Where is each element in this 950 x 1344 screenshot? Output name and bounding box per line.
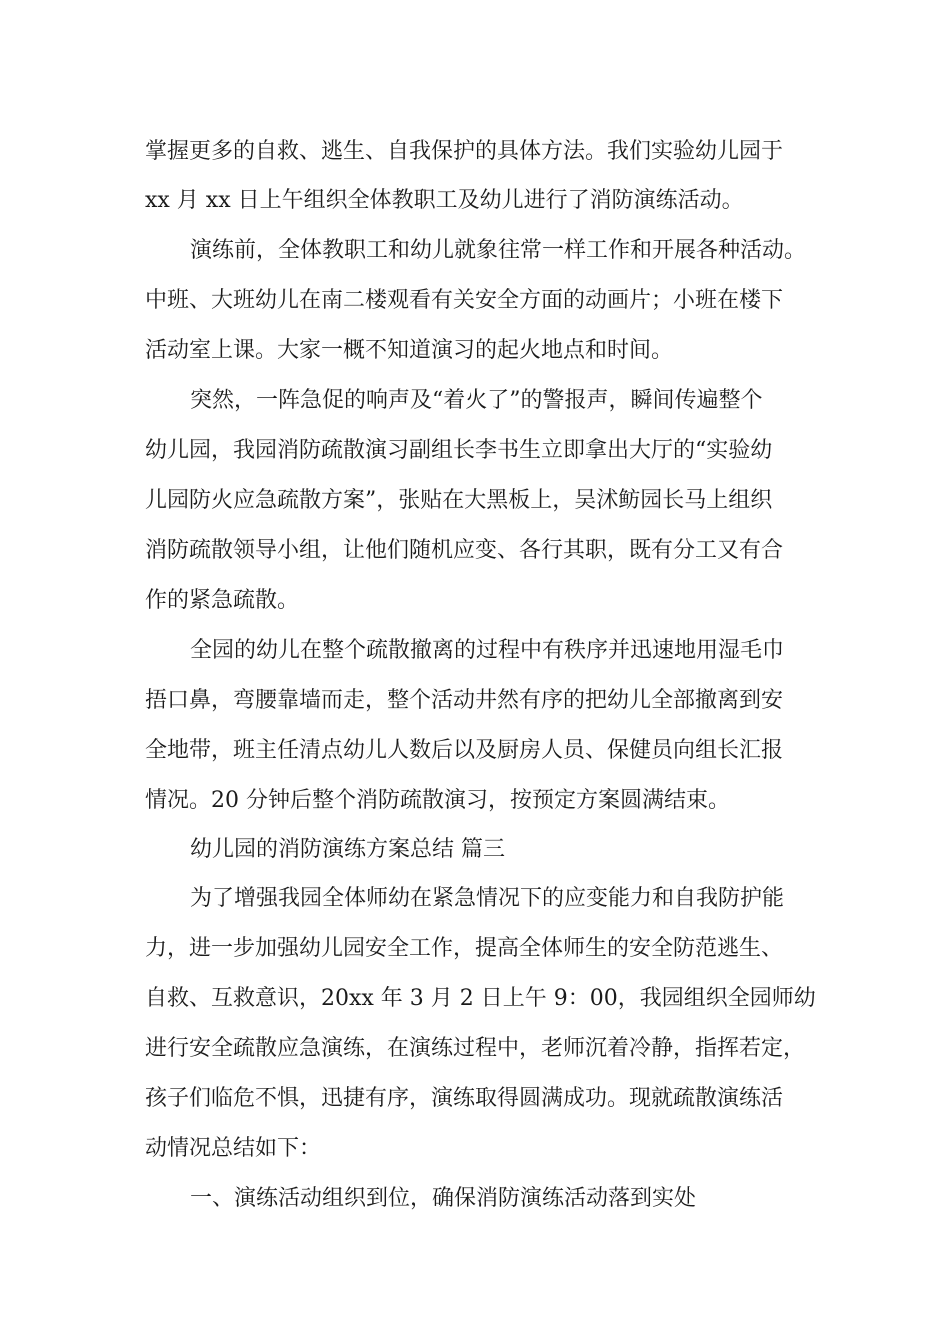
text-line: 全地带，班主任清点幼儿人数后以及厨房人员、保健员向组长汇报 (145, 738, 784, 763)
text-line: 活动室上课。大家一概不知道演习的起火地点和时间。 (145, 338, 674, 363)
text-line: xx 月 xx 日上午组织全体教职工及幼儿进行了消防演练活动。 (145, 188, 744, 213)
text-line: 作的紧急疏散。 (145, 588, 300, 613)
text-line: 全园的幼儿在整个疏散撤离的过程中有秩序并迅速地用湿毛巾 (190, 638, 785, 663)
text-line: 儿园防火应急疏散方案”，张贴在大黑板上，吴沭鲂园长马上组织 (145, 488, 773, 513)
text-line: 力，进一步加强幼儿园安全工作，提高全体师生的安全防范逃生、 (145, 936, 784, 961)
text-line: 演练前，全体教职工和幼儿就象往常一样工作和开展各种活动。 (190, 238, 807, 263)
text-line: 中班、大班幼儿在南二楼观看有关安全方面的动画片；小班在楼下 (145, 288, 784, 313)
subsection-heading: 一、演练活动组织到位，确保消防演练活动落到实处 (190, 1186, 697, 1211)
text-line: 进行安全疏散应急演练，在演练过程中，老师沉着冷静，指挥若定， (145, 1036, 806, 1061)
text-line: 自救、互救意识，20xx 年 3 月 2 日上午 9：00，我园组织全园师幼 (145, 986, 816, 1011)
text-line: 幼儿园，我园消防疏散演习副组长李书生立即拿出大厅的“实验幼 (145, 438, 773, 463)
text-line: 消防疏散领导小组，让他们随机应变、各行其职，既有分工又有合 (145, 538, 784, 563)
text-line: 捂口鼻，弯腰靠墙而走，整个活动井然有序的把幼儿全部撤离到安 (145, 688, 784, 713)
text-line: 为了增强我园全体师幼在紧急情况下的应变能力和自我防护能 (190, 886, 785, 911)
section-heading: 幼儿园的消防演练方案总结 篇三 (190, 837, 505, 862)
text-line: 动情况总结如下： (145, 1136, 322, 1161)
text-line: 情况。20 分钟后整个消防疏散演习，按预定方案圆满结束。 (145, 788, 730, 813)
text-line: 突然，一阵急促的响声及“着火了”的警报声，瞬间传遍整个 (190, 388, 763, 413)
text-line: 孩子们临危不惧，迅捷有序，演练取得圆满成功。现就疏散演练活 (145, 1086, 784, 1111)
text-line: 掌握更多的自救、逃生、自我保护的具体方法。我们实验幼儿园于 (145, 139, 784, 164)
